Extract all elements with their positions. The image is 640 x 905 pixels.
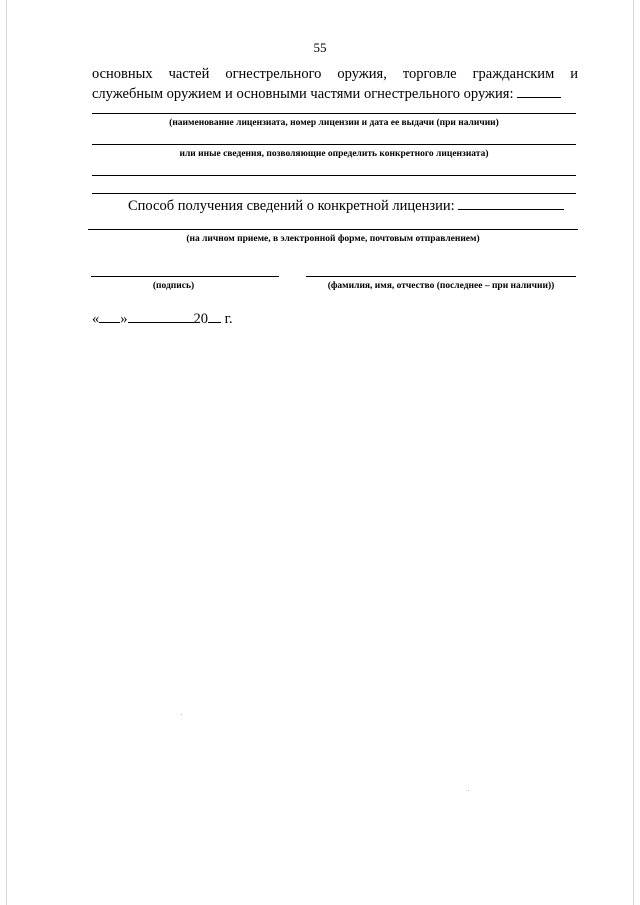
page-number: 55 [313, 40, 327, 55]
full-name-line[interactable] [306, 276, 576, 277]
date-row [92, 310, 233, 328]
scan-speck [468, 790, 469, 791]
full-name-caption: (фамилия, имя, отчество (последнее – при наличии)) [327, 281, 555, 291]
page-edge-right [633, 0, 634, 905]
date-year-prefix: 20 [193, 311, 208, 327]
date-year-field[interactable] [208, 310, 221, 323]
date-month-field[interactable] [128, 310, 194, 323]
scan-speck [181, 714, 182, 715]
date-day-field[interactable] [99, 310, 120, 323]
method-row [128, 197, 564, 215]
blank-line-1[interactable] [92, 175, 576, 176]
page-edge-left [6, 0, 7, 905]
licensee-name-line[interactable] [92, 113, 576, 114]
paragraph-line-2-text: служебным оружием и основными частями огнестрельного оружия: [92, 86, 514, 102]
method-label: Способ получения сведений о конкретной лицензии: [128, 198, 455, 214]
signature-line[interactable] [91, 276, 279, 277]
method-blank-field[interactable] [458, 197, 564, 210]
licensee-other-info-caption: или иные сведения, позволяющие определить конкретного лицензиата) [179, 149, 489, 159]
date-close-quote: » [120, 311, 128, 327]
method-line[interactable] [88, 229, 578, 230]
date-year-suffix: г. [224, 311, 233, 327]
licensee-other-info-line[interactable] [92, 144, 576, 145]
date-open-quote: « [92, 311, 100, 327]
licensee-name-caption: (наименование лицензиата, номер лицензии и дата ее выдачи (при наличии) [169, 118, 499, 128]
method-options-caption: (на личном приеме, в электронной форме, почтовым отправлением) [186, 234, 480, 244]
signature-caption: (подпись) [152, 281, 195, 291]
blank-line-2[interactable] [92, 193, 576, 194]
paragraph-line-2 [92, 84, 578, 104]
activity-blank-field[interactable] [517, 85, 561, 98]
paragraph-line-1: основных частей огнестрельного оружия, торговле гражданским и [92, 66, 578, 82]
